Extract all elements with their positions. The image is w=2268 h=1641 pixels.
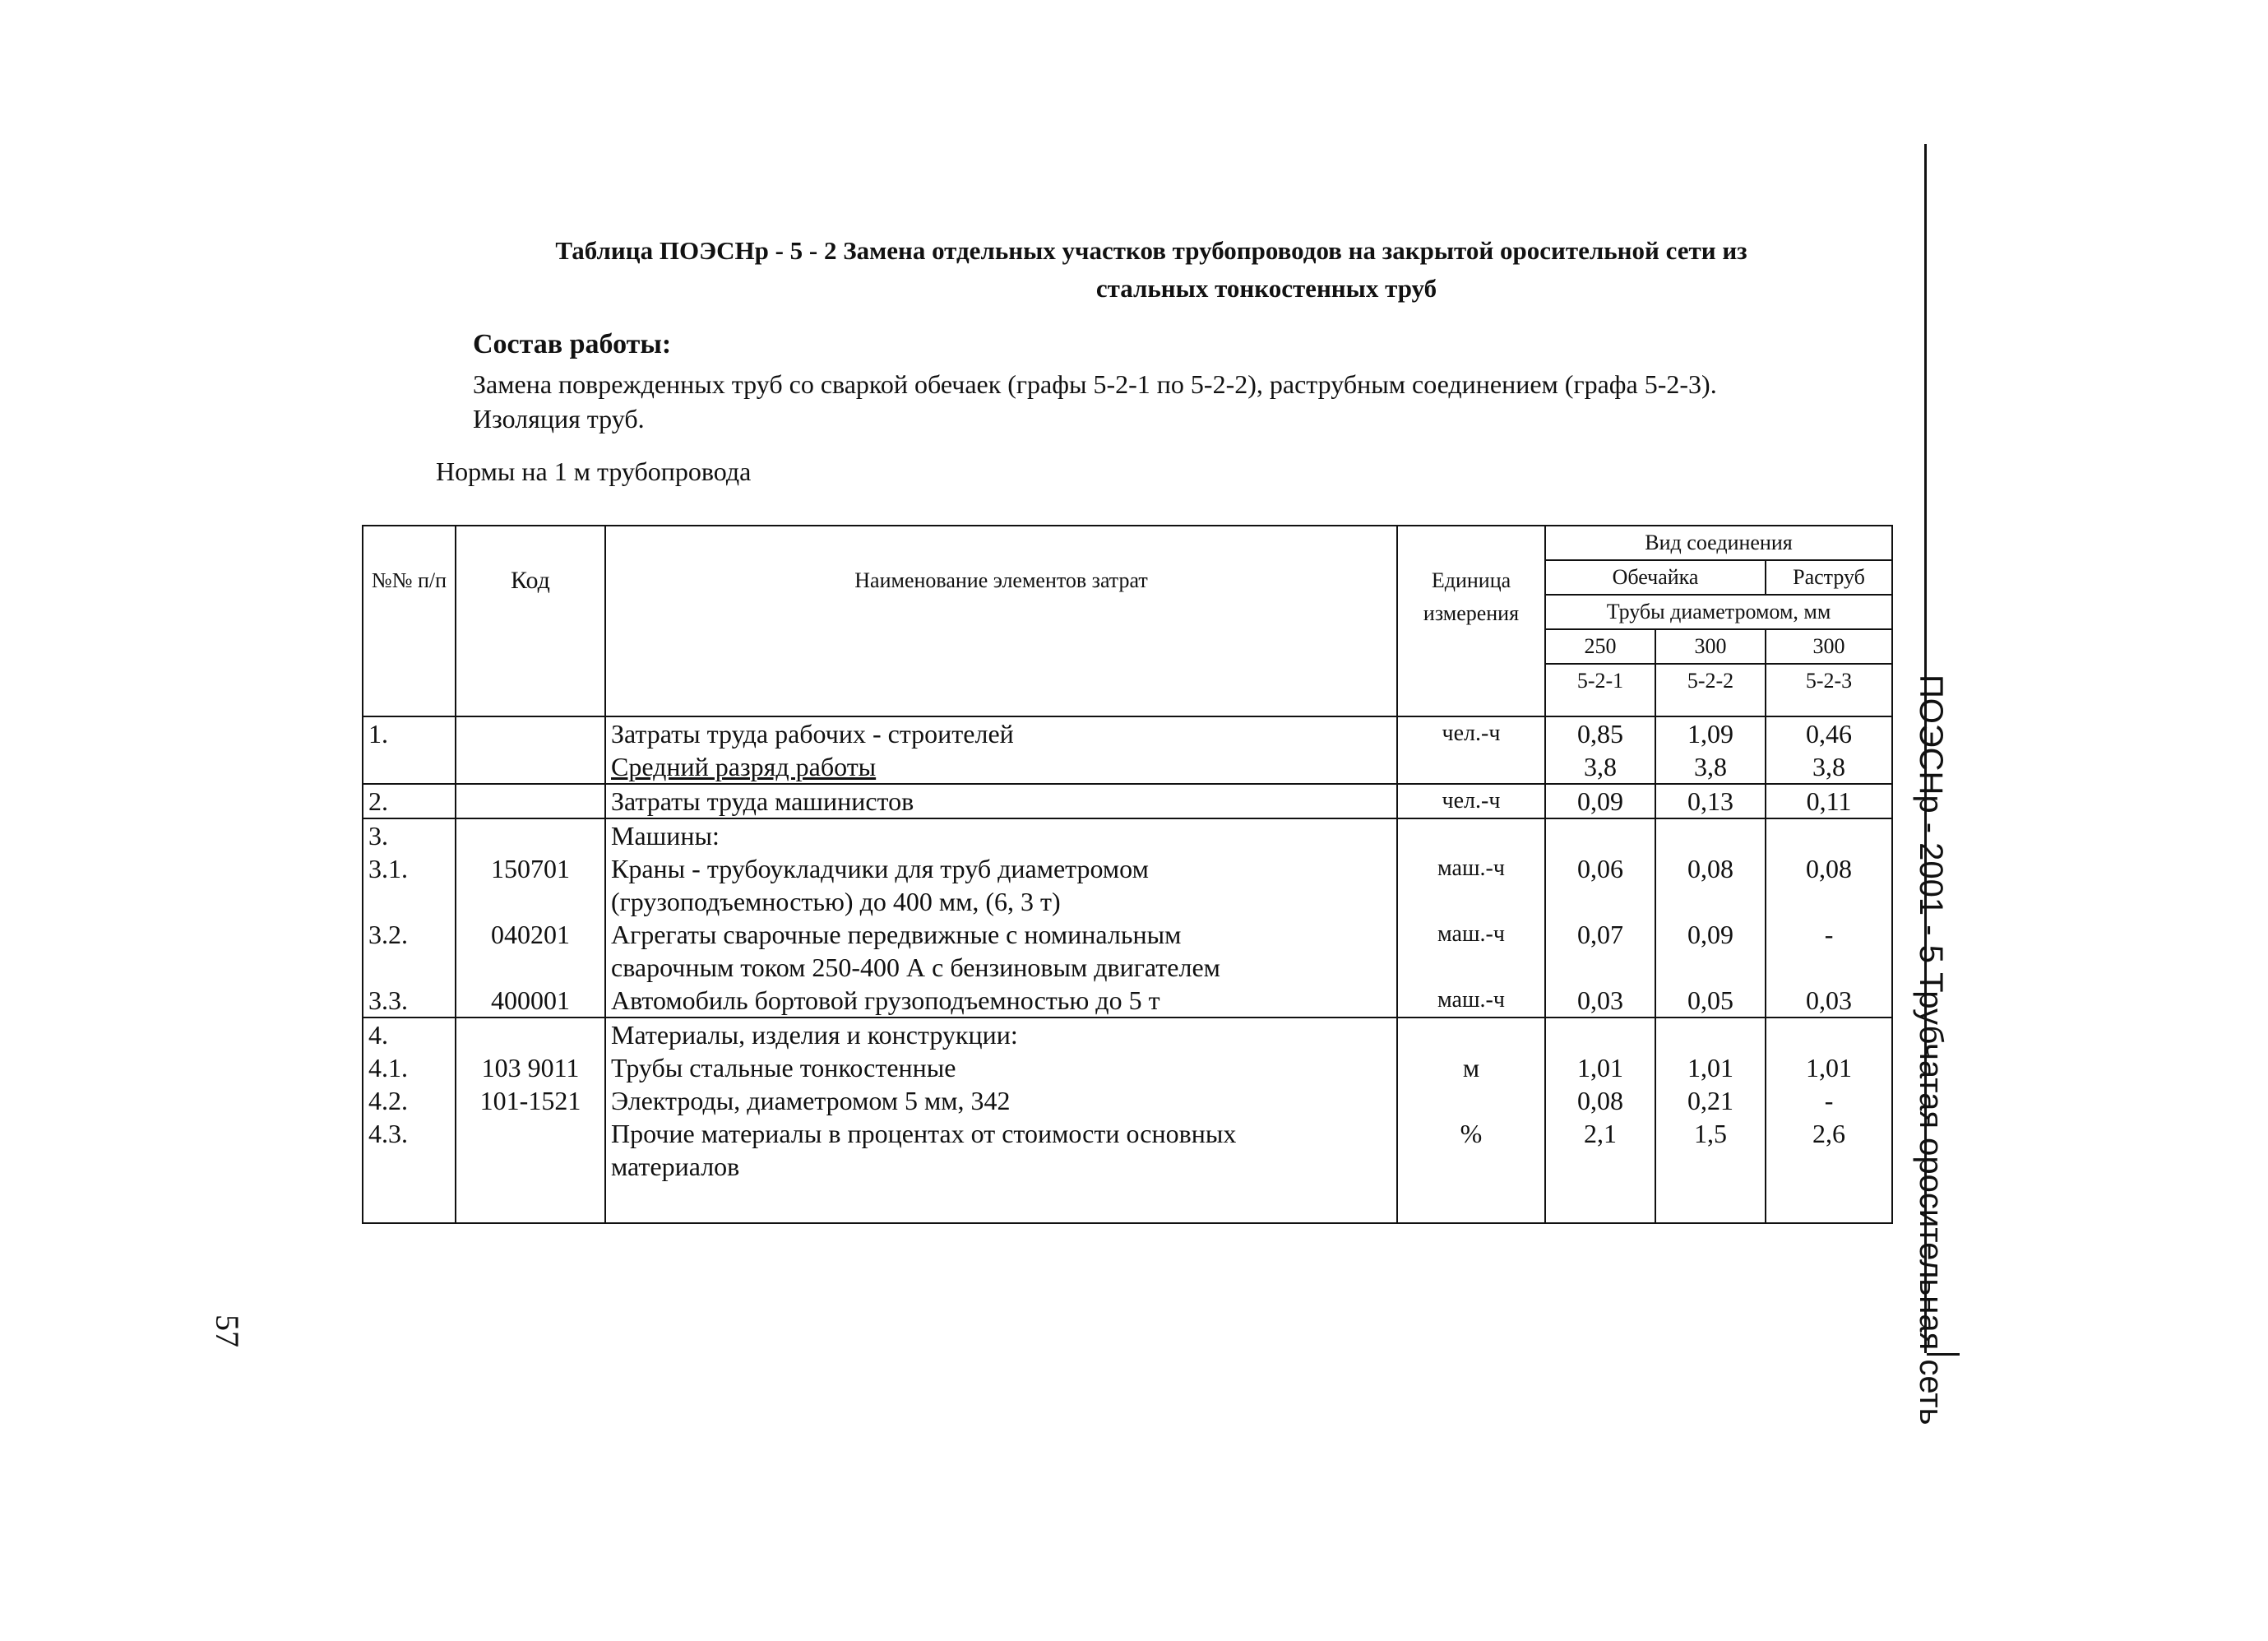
row-name-line: Затраты труда рабочих - строителей <box>611 719 1014 749</box>
row-value-2: 0,13 <box>1655 784 1766 818</box>
header-code: Код <box>456 526 605 716</box>
value: 0,08 <box>1806 854 1853 883</box>
value: 0,08 <box>1687 854 1733 883</box>
header-name: Наименование элементов затрат <box>605 526 1397 716</box>
value <box>1661 885 1760 918</box>
header-connection-type: Вид соединения <box>1545 526 1892 560</box>
value: 0,06 <box>1577 854 1623 883</box>
unit-line: % <box>1460 1119 1483 1148</box>
value: 1,01 <box>1806 1053 1853 1082</box>
value <box>1551 885 1650 918</box>
row-value-1 <box>1545 1018 1655 1223</box>
code-line: 101-1521 <box>479 1086 581 1115</box>
row-name-line: (грузоподъемностью) до 400 мм, (6, 3 т) <box>611 887 1061 916</box>
value <box>1771 951 1886 984</box>
unit-line <box>1403 1018 1539 1051</box>
code-line: 400001 <box>491 985 570 1015</box>
value: 0,21 <box>1687 1086 1733 1115</box>
row-name-line: Автомобиль бортовой грузоподъемностью до 5 т <box>611 985 1160 1015</box>
row-code <box>456 784 605 818</box>
running-header: ПОЭСНр - 2001 - 5 Трубчатая оросительная сеть <box>1913 674 1949 1425</box>
header-num: №№ п/п <box>363 526 456 716</box>
row-num <box>363 818 456 1018</box>
value <box>1771 885 1886 918</box>
value: 1,5 <box>1694 1119 1727 1148</box>
value: - <box>1824 1086 1834 1115</box>
unit-line: маш.-ч <box>1437 855 1505 881</box>
value: 1,09 <box>1687 719 1733 749</box>
row-num <box>363 1018 456 1223</box>
row-name <box>605 1018 1397 1223</box>
header-unit: Единица измерения <box>1397 526 1545 716</box>
row-value-2 <box>1655 818 1766 1018</box>
value: 2,1 <box>1584 1119 1617 1148</box>
row-name-line: Электроды, диаметромом 5 мм, 342 <box>611 1086 1011 1115</box>
header-diameter: Трубы диаметромом, мм <box>1545 595 1892 629</box>
norms-label: Нормы на 1 м трубопровода <box>436 457 752 486</box>
unit-line: м <box>1462 1053 1480 1082</box>
row-code <box>456 818 605 1018</box>
value: 0,05 <box>1687 985 1733 1015</box>
value: 1,01 <box>1687 1053 1733 1082</box>
row-num-line: 4. <box>368 1020 388 1050</box>
unit-line: маш.-ч <box>1437 921 1505 947</box>
row-value-3 <box>1766 818 1892 1018</box>
row-value-3 <box>1766 716 1892 784</box>
row-name-line: Материалы, изделия и конструкции: <box>611 1020 1018 1050</box>
unit-line <box>1403 819 1539 852</box>
header-diameter-1: 250 <box>1545 629 1655 664</box>
row-name <box>605 818 1397 1018</box>
value <box>1551 1018 1650 1051</box>
code-line: 103 9011 <box>481 1053 580 1082</box>
row-num-line: 3.2. <box>368 920 408 949</box>
title-line-2: стальных тонкостенных труб <box>1095 274 1437 303</box>
unit-line <box>1403 885 1539 918</box>
value <box>1551 951 1650 984</box>
code-line <box>461 951 599 984</box>
header-shell: Обечайка <box>1545 560 1766 595</box>
row-name-line: Средний разряд работы <box>611 752 877 781</box>
table-row <box>363 784 1892 818</box>
value <box>1661 1018 1760 1051</box>
code-line: 040201 <box>491 920 570 949</box>
value: 0,08 <box>1577 1086 1623 1115</box>
value: 3,8 <box>1694 752 1727 781</box>
table-row <box>363 716 1892 784</box>
row-value-2 <box>1655 1018 1766 1223</box>
composition-text <box>473 367 1887 436</box>
row-value-1 <box>1545 818 1655 1018</box>
code-line <box>461 1018 599 1051</box>
row-value-1 <box>1545 716 1655 784</box>
header-column-2: 5-2-2 <box>1655 664 1766 716</box>
code-line <box>461 819 599 852</box>
row-value-2 <box>1655 716 1766 784</box>
value: 0,46 <box>1806 719 1853 749</box>
value: 0,09 <box>1687 920 1733 949</box>
row-num-line: 3.3. <box>368 985 408 1015</box>
row-num-line: 3. <box>368 821 388 851</box>
header-diameter-3: 300 <box>1766 629 1892 664</box>
document-title <box>395 232 1908 308</box>
row-code <box>456 1018 605 1223</box>
table-row <box>363 1018 1892 1223</box>
row-unit <box>1397 818 1545 1018</box>
value: 0,03 <box>1806 985 1853 1015</box>
value <box>1661 951 1760 984</box>
header-column-1: 5-2-1 <box>1545 664 1655 716</box>
row-value-3: 0,11 <box>1766 784 1892 818</box>
value: - <box>1824 920 1834 949</box>
unit-line <box>1403 951 1539 984</box>
row-num-line <box>368 951 450 984</box>
title-line-1: Таблица ПОЭСНр - 5 - 2 Замена отдельных участков трубопроводов на закрытой оросительной сети из <box>555 236 1747 265</box>
value: 0,85 <box>1577 719 1623 749</box>
code-line <box>461 1117 599 1150</box>
composition-heading: Состав работы: <box>473 329 672 359</box>
row-name-line: сварочным током 250-400 А с бензиновым двигателем <box>611 953 1220 982</box>
norms-table <box>362 525 1893 1224</box>
composition-line-1: Замена поврежденных труб со сваркой обечаек (графы 5-2-1 по 5-2-2), раструбным соединением (графа 5-2-3). <box>473 369 1717 399</box>
value: 0,03 <box>1577 985 1623 1015</box>
value: 1,01 <box>1577 1053 1623 1082</box>
page-number: 57 <box>209 1314 246 1347</box>
row-unit: чел.-ч <box>1397 784 1545 818</box>
row-name: Затраты труда машинистов <box>605 784 1397 818</box>
row-name-line: Краны - трубоукладчики для труб диаметромом <box>611 854 1149 883</box>
value <box>1551 819 1650 852</box>
row-name-line: Трубы стальные тонкостенные <box>611 1053 956 1082</box>
value: 3,8 <box>1812 752 1846 781</box>
row-name <box>605 716 1397 784</box>
header-column-3: 5-2-3 <box>1766 664 1892 716</box>
value: 0,07 <box>1577 920 1623 949</box>
row-num-line: 4.3. <box>368 1119 408 1148</box>
header-diameter-2: 300 <box>1655 629 1766 664</box>
code-line <box>461 885 599 918</box>
row-name-line: Прочие материалы в процентах от стоимости основных <box>611 1119 1237 1148</box>
row-unit <box>1397 1018 1545 1223</box>
row-num-line: 3.1. <box>368 854 408 883</box>
row-unit: чел.-ч <box>1397 716 1545 784</box>
composition-line-2: Изоляция труб. <box>473 404 645 433</box>
row-name-line: Машины: <box>611 821 720 851</box>
table-row <box>363 818 1892 1018</box>
value: 2,6 <box>1812 1119 1846 1148</box>
row-code <box>456 716 605 784</box>
unit-line: маш.-ч <box>1437 987 1505 1013</box>
row-value-3 <box>1766 1018 1892 1223</box>
header-socket: Раструб <box>1766 560 1892 595</box>
value: 3,8 <box>1584 752 1617 781</box>
row-name-line: материалов <box>611 1152 740 1181</box>
value <box>1771 1018 1886 1051</box>
unit-line <box>1403 1084 1539 1117</box>
row-num: 1. <box>363 716 456 784</box>
row-num-line <box>368 885 450 918</box>
row-name-line: Агрегаты сварочные передвижные с номинальным <box>611 920 1182 949</box>
row-num-line: 4.1. <box>368 1053 408 1082</box>
value <box>1771 819 1886 852</box>
code-line: 150701 <box>491 854 570 883</box>
value <box>1661 819 1760 852</box>
row-value-1: 0,09 <box>1545 784 1655 818</box>
row-num: 2. <box>363 784 456 818</box>
row-num-line: 4.2. <box>368 1086 408 1115</box>
